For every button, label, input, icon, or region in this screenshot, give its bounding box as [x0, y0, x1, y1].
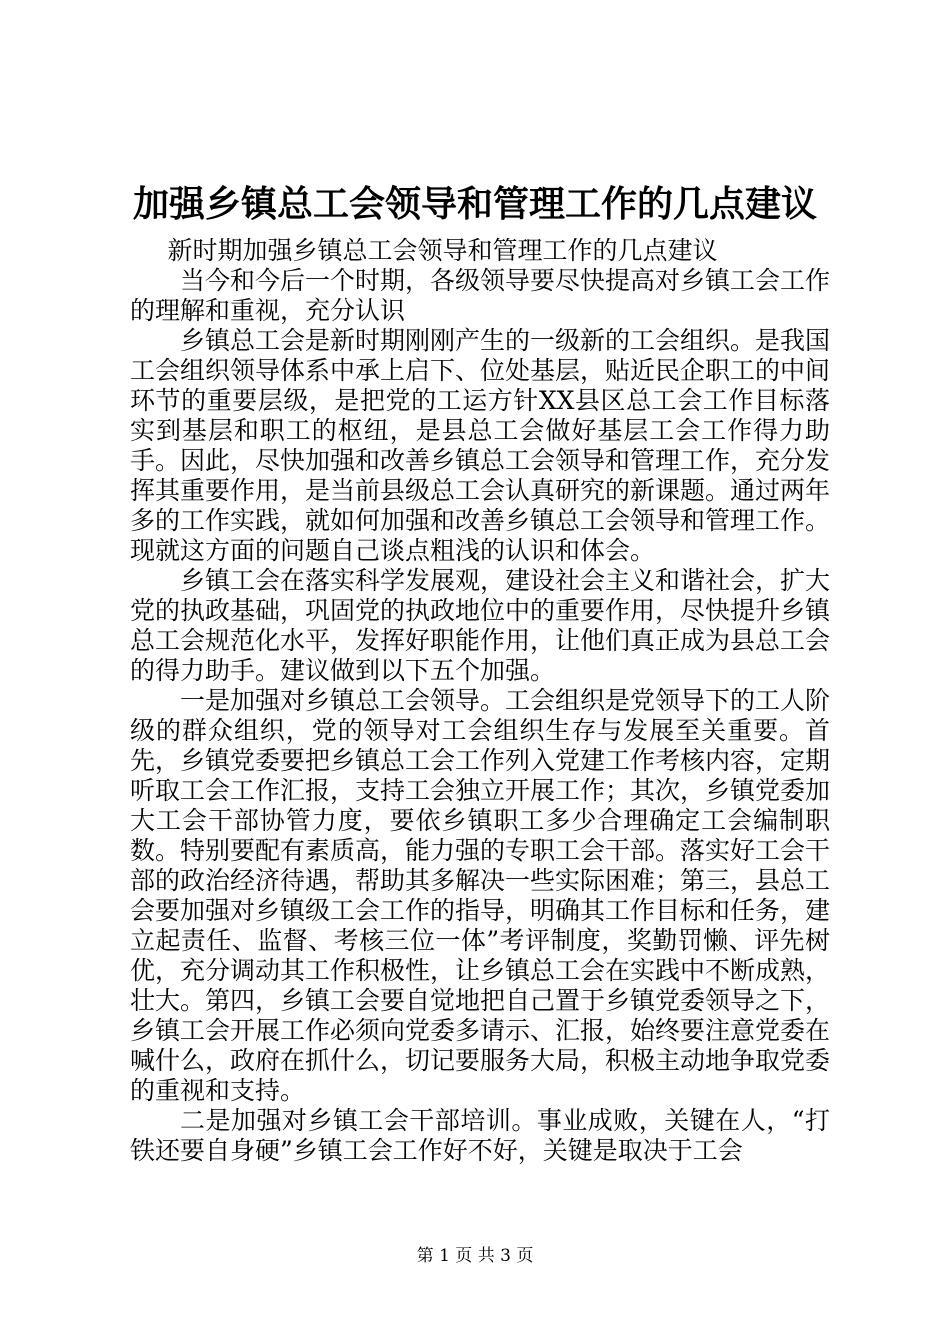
paragraph-subtitle: 新时期加强乡镇总工会领导和管理工作的几点建议 [167, 236, 718, 265]
paragraph-point-two: 二是加强对乡镇工会干部培训。事业成败，关键在人，“打铁还要自身硬”乡镇工会工作好不好，关键是取决于工会 [130, 1106, 830, 1165]
paragraph-point-one: 一是加强对乡镇总工会领导。工会组织是党领导下的工人阶级的群众组织，党的领导对工会组织生存与发展至关重要。首先，乡镇党委要把乡镇总工会工作列入党建工作考核内容，定期听取工会工作汇报，支持工会独立开展工作；其次，乡镇党委加大工会干部协管力度，要依乡镇职工多少合理确定工会编制职数。特别要配有素质高，能力强的专职工会干部。落实好工会干部的政治经济待遇，帮助其多解决一些实际困难；第三，县总工会要加强对乡镇级工会工作的指导，明确其工作目标和任务，建立起责任、监督、考核三位一体”考评制度，奖勤罚懒、评先树优，充分调动其工作积极性，让乡镇总工会在实践中不断成熟，壮大。第四，乡镇工会要自觉地把自己置于乡镇党委领导之下，乡镇工会开展工作必须向党委多请示、汇报，始终要注意党委在喊什么，政府在抓什么，切记要服务大局，积极主动地争取党委的重视和支持。 [130, 686, 831, 1105]
document-body [130, 236, 830, 1166]
page-footer: 第 1 页 共 3 页 [416, 1246, 534, 1266]
paragraph-background: 乡镇总工会是新时期刚刚产生的一级新的工会组织。是我国工会组织领导体系中承上启下、位处基层，贴近民企职工的中间环节的重要层级，是把党的工运方针XX县区总工会工作目标落实到基层和职工的枢纽，是县总工会做好基层工会工作得力助手。因此，尽快加强和改善乡镇总工会领导和管理工作，充分发挥其重要作用，是当前县级总工会认真研究的新课题。通过两年多的工作实践，就如何加强和改善乡镇总工会领导和管理工作。现就这方面的问题自己谈点粗浅的认识和体会。 [130, 326, 831, 565]
document-title: 加强乡镇总工会领导和管理工作的几点建议 [132, 183, 817, 225]
paragraph-role: 乡镇工会在落实科学发展观，建设社会主义和谐社会，扩大党的执政基础，巩固党的执政地位中的重要作用，尽快提升乡镇总工会规范化水平，发挥好职能作用，让他们真正成为县总工会的得力助手。建议做到以下五个加强。 [130, 566, 831, 685]
paragraph-intro: 当今和今后一个时期，各级领导要尽快提高对乡镇工会工作的理解和重视，充分认识 [130, 266, 831, 325]
